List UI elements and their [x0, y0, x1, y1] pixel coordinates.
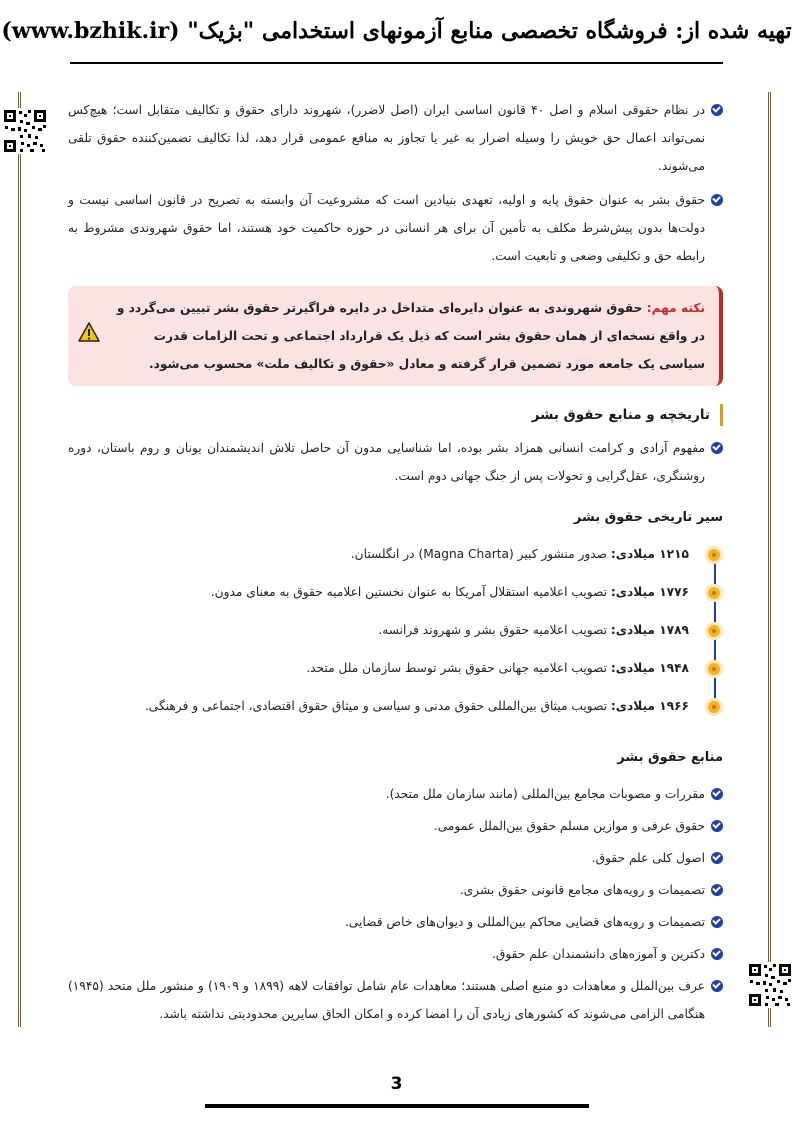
timeline-item [68, 578, 689, 616]
timeline-item [68, 654, 689, 692]
list-item: مقررات و مصوبات مجامع بین‌المللی (مانند سازمان ملل متحد). [68, 780, 723, 808]
timeline-text: تصویب اعلامیه جهانی حقوق بشر توسط سازمان ملل متحد. [306, 661, 608, 675]
timeline-year: ۱۷۸۹ میلادی: [610, 623, 689, 637]
list-item: عرف بین‌الملل و معاهدات دو منبع اصلی هستند؛ معاهدات عام شامل توافقات لاهه (۱۸۹۹ و ۱۹۰۹) و منشور ملل متحد (۱۹۴۵) هنگامی الزامی می‌شوند که کشورهای زیادی آن را امضا کرده و امکان الحاق سایرین محدودیتی نداشته باشد. [68, 972, 723, 1028]
qr-code-icon [2, 108, 48, 154]
intro-bullet: در نظام حقوقی اسلام و اصل ۴۰ قانون اساسی ایران (اصل لاضرر)، شهروند دارای حقوق و تکالیف متقابل است؛ هیچ‌کس نمی‌تواند اعمال حق خویش را وسیله اضرار به غیر یا تجاوز به منافع عمومی قرار دهد، لذا تکالیف تضمین‌کننده حقوق تلقی می‌شوند. [68, 96, 723, 180]
timeline-title: سیر تاریخی حقوق بشر [573, 510, 723, 525]
list-item: اصول کلی علم حقوق. [68, 844, 723, 872]
timeline-dot-icon [705, 584, 723, 602]
timeline-text: تصویب اعلامیه حقوق بشر و شهروند فرانسه. [378, 623, 608, 637]
important-note-box [68, 286, 723, 386]
timeline-year: ۱۹۴۸ میلادی: [610, 661, 689, 675]
timeline-year: ۱۹۶۶ میلادی: [610, 699, 689, 713]
page-content [68, 96, 723, 1032]
timeline-item [68, 692, 689, 730]
header-rule [70, 62, 723, 64]
footer-rule [205, 1104, 589, 1108]
history-timeline [68, 540, 723, 730]
page-number: 3 [390, 1074, 403, 1094]
list-item: تصمیمات و رویه‌های مجامع قانونی حقوق بشری. [68, 876, 723, 904]
page-frame-left [18, 92, 21, 1027]
timeline-year: ۱۷۷۶ میلادی: [610, 585, 689, 599]
note-label: نکته مهم: [646, 301, 705, 315]
intro-bullet: حقوق بشر به عنوان حقوق پایه و اولیه، تعهدی بنیادین است که مشروعیت آن وابسته به تصریح در قانون اساسی نیست و دولت‌ها بدون پیش‌شرط مکلف به تأمین آن برای هر انسانی در حوزه حاکمیت خود هستند، اما حقوق شهروندی مشروط به رابطه حق و تکلیفی وضعی و تابعیت است. [68, 186, 723, 270]
list-item: حقوق عرفی و موازین مسلم حقوق بین‌الملل عمومی. [68, 812, 723, 840]
qr-code-icon [747, 962, 793, 1008]
list-item: تصمیمات و رویه‌های قضایی محاکم بین‌المللی و دیوان‌های خاص قضایی. [68, 908, 723, 936]
timeline-dot-icon [705, 660, 723, 678]
warning-icon [78, 322, 100, 352]
history-intro-bullet: مفهوم آزادی و کرامت انسانی همزاد بشر بوده، اما شناسایی مدون آن حاصل تلاش اندیشمندان یونان و روم باستان، دوره روشنگری، عقل‌گرایی و تحولات پس از جنگ جهانی دوم است. [68, 434, 723, 490]
sources-list [68, 780, 723, 1028]
sources-title: منابع حقوق بشر [617, 750, 723, 765]
note-text: حقوق شهروندی به عنوان دایره‌ای متداخل در دایره فراگیرتر حقوق بشر تبیین می‌گردد و در واقع نسخه‌ای از همان حقوق بشر است که ذیل یک قرارداد اجتماعی و تحت الزامات قدرت سیاسی یک جامعه مورد تضمین قرار گرفته و معادل «حقوق و تکالیف ملت» محسوب می‌شود. [116, 301, 705, 371]
section-title-history: تاریخچه و منابع حقوق بشر [68, 404, 723, 426]
list-item: دکترین و آموزه‌های دانشمندان علم حقوق. [68, 940, 723, 968]
timeline-dot-icon [705, 698, 723, 716]
page-header: تهیه شده از: فروشگاه تخصصی منابع آزمونهای استخدامی "بژیک" (www.bzhik.ir) [1, 18, 792, 44]
timeline-item [68, 616, 689, 654]
timeline-dot-icon [705, 546, 723, 564]
page-frame-right [768, 92, 771, 1027]
timeline-dot-icon [705, 622, 723, 640]
timeline-text: تصویب اعلامیه استقلال آمریکا به عنوان نخستین اعلامیه حقوق به معنای مدون. [210, 585, 608, 599]
timeline-text: صدور منشور کبیر (Magna Charta) در انگلستان. [350, 547, 608, 561]
timeline-text: تصویب میثاق بین‌المللی حقوق مدنی و سیاسی و میثاق حقوق اقتصادی، اجتماعی و فرهنگی. [144, 699, 608, 713]
timeline-year: ۱۲۱۵ میلادی: [610, 547, 689, 561]
timeline-item [68, 540, 689, 578]
